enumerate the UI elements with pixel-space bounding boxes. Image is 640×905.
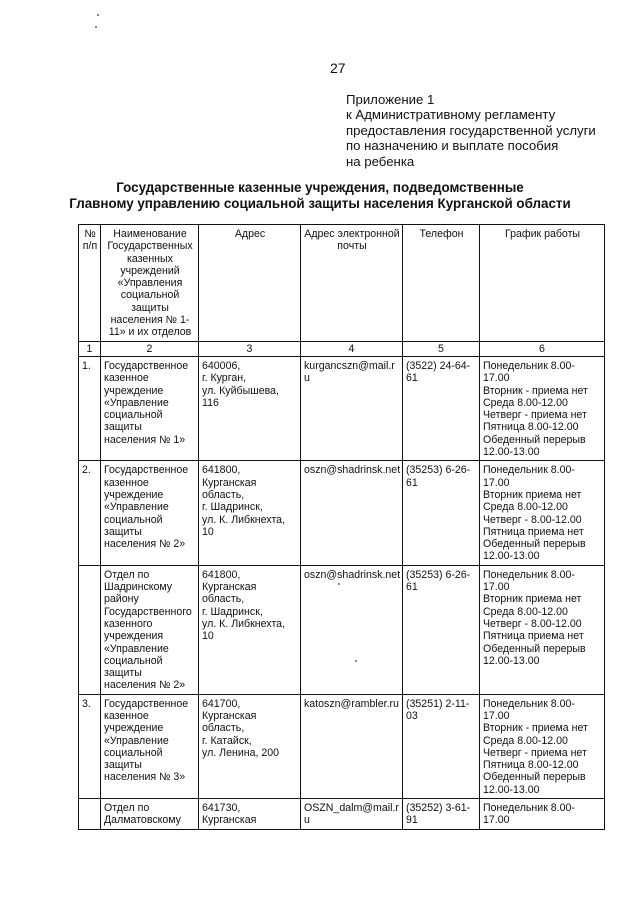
header-line: Адрес электронной <box>304 228 400 240</box>
cell-phone <box>403 356 480 460</box>
appendix-line: к Административному регламенту <box>346 107 556 123</box>
cell-address <box>199 694 301 798</box>
cell-line: 17.00 <box>483 581 510 594</box>
column-number: 3 <box>199 341 301 356</box>
cell-line: Четверг - приема нет <box>483 746 587 759</box>
cell-line: область, <box>202 593 245 606</box>
appendix-note <box>346 92 596 169</box>
cell-line: 12.00-13.00 <box>483 446 540 459</box>
cell-line: г. Катайск, <box>202 734 252 747</box>
cell-line: г. Курган, <box>202 372 247 385</box>
header-line: Телефон <box>419 228 464 240</box>
cell-line: 61 <box>406 476 418 489</box>
cell-address <box>199 461 301 565</box>
cell-line: 641800, <box>202 568 241 581</box>
cell-line: учреждения <box>104 630 164 643</box>
page-number: 27 <box>330 60 346 76</box>
cell-line: населения № 2» <box>104 538 186 551</box>
cell-line: казенное <box>104 476 149 489</box>
cell-line: Вторник приема нет <box>483 488 582 501</box>
cell-line: Курганская <box>202 476 257 489</box>
cell-line: району <box>104 593 139 606</box>
cell-line: г. Шадринск, <box>202 501 263 514</box>
cell-email <box>301 356 403 460</box>
cell-schedule <box>480 565 605 694</box>
table-row <box>79 356 605 460</box>
cell-number: 1. <box>79 356 101 460</box>
cell-phone <box>403 799 480 830</box>
cell-line: 640006, <box>202 359 241 372</box>
cell-line: 12.00-13.00 <box>483 654 540 667</box>
cell-line: учреждение <box>104 722 164 735</box>
column-number-row <box>79 341 605 356</box>
header-line: Государственных <box>107 240 193 253</box>
cell-line: Среда 8.00-12.00 <box>483 501 568 514</box>
cell-line: населения № 1» <box>104 433 186 446</box>
cell-address <box>199 799 301 830</box>
cell-line: «Управление <box>104 396 169 409</box>
cell-line: г. Шадринск, <box>202 605 263 618</box>
cell-line: ул. Куйбышева, <box>202 384 279 397</box>
cell-schedule <box>480 461 605 565</box>
cell-line: Пятница 8.00-12.00 <box>483 759 579 772</box>
cell-line: учреждение <box>104 384 164 397</box>
cell-line: ул. Ленина, 200 <box>202 746 280 759</box>
header-number <box>79 225 101 342</box>
cell-line: (35253) 6-26- <box>406 464 471 477</box>
cell-email <box>301 461 403 565</box>
cell-line: (35252) 3-61- <box>406 802 471 815</box>
cell-line: Курганская <box>202 709 257 722</box>
title-line: Государственные казенные учреждения, подведомственные <box>116 180 524 195</box>
header-email <box>301 225 403 342</box>
cell-phone <box>403 694 480 798</box>
cell-line: 17.00 <box>483 814 510 827</box>
cell-line: населения № 2» <box>104 679 186 692</box>
cell-email <box>301 799 403 830</box>
header-address <box>199 225 301 342</box>
cell-line: Понедельник 8.00- <box>483 359 575 372</box>
cell-line: Пятница 8.00-12.00 <box>483 421 579 434</box>
table-header-row <box>79 225 605 342</box>
header-line: защиты <box>131 301 169 314</box>
cell-line: Четверг - приема нет <box>483 409 587 422</box>
cell-line: казенное <box>104 372 149 385</box>
header-line: учреждений <box>120 264 180 277</box>
cell-line: Отдел по <box>104 802 150 815</box>
cell-line: Вторник приема нет <box>483 593 582 606</box>
cell-line: 10 <box>202 525 214 538</box>
cell-email <box>301 694 403 798</box>
cell-line: 12.00-13.00 <box>483 783 540 796</box>
cell-address <box>199 356 301 460</box>
appendix-line: на ребенка <box>346 153 415 169</box>
cell-line: «Управление <box>104 501 169 514</box>
cell-line: Вторник - приема нет <box>483 384 588 397</box>
cell-line: социальной <box>104 746 163 759</box>
cell-email <box>301 565 403 694</box>
table-row <box>79 799 605 830</box>
cell-line: казенного <box>104 617 153 630</box>
scan-speck <box>97 14 99 16</box>
cell-line: 641800, <box>202 464 241 477</box>
cell-line: oszn@shadrinsk.net <box>304 568 401 581</box>
cell-line: 61 <box>406 581 418 594</box>
cell-line: учреждение <box>104 488 164 501</box>
header-phone <box>403 225 480 342</box>
table-row <box>79 565 605 694</box>
cell-line: (35253) 6-26- <box>406 568 471 581</box>
cell-schedule <box>480 799 605 830</box>
cell-line: Среда 8.00-12.00 <box>483 734 568 747</box>
header-line: п/п <box>82 240 98 253</box>
cell-line: Понедельник 8.00- <box>483 464 575 477</box>
cell-line: 10 <box>202 630 214 643</box>
cell-line: Пятница приема нет <box>483 630 584 643</box>
cell-line: 12.00-13.00 <box>483 550 540 563</box>
cell-line: katoszn@rambler.ru <box>304 697 399 710</box>
cell-line: населения № 3» <box>104 771 186 784</box>
cell-line: Государственного <box>104 605 192 618</box>
cell-line: 17.00 <box>483 476 510 489</box>
column-number: 6 <box>480 341 605 356</box>
cell-line: Понедельник 8.00- <box>483 697 575 710</box>
cell-schedule <box>480 356 605 460</box>
header-line: График работы <box>504 228 581 240</box>
cell-number: 2. <box>79 461 101 565</box>
cell-line: Среда 8.00-12.00 <box>483 605 568 618</box>
header-schedule <box>480 225 605 342</box>
cell-line: Обеденный перерыв <box>483 538 586 551</box>
cell-line: u <box>304 372 310 385</box>
cell-line: 17.00 <box>483 372 510 385</box>
column-number: 1 <box>79 341 101 356</box>
cell-institution-name <box>101 461 199 565</box>
cell-line: (3522) 24-64- <box>406 359 471 372</box>
cell-line: «Управление <box>104 734 169 747</box>
cell-address <box>199 565 301 694</box>
cell-line: 641730, <box>202 802 241 815</box>
cell-phone <box>403 565 480 694</box>
cell-line: социальной <box>104 654 163 667</box>
cell-schedule <box>480 694 605 798</box>
header-name <box>101 225 199 342</box>
column-number: 4 <box>301 341 403 356</box>
header-line: социальной <box>120 289 180 302</box>
cell-number <box>79 565 101 694</box>
column-number: 2 <box>101 341 199 356</box>
cell-phone <box>403 461 480 565</box>
cell-line: область, <box>202 488 245 501</box>
cell-line: 03 <box>406 709 418 722</box>
cell-line: 116 <box>202 396 219 409</box>
appendix-line: Приложение 1 <box>346 92 435 107</box>
appendix-line: по назначению и выплате пособия <box>346 138 559 154</box>
cell-line: Понедельник 8.00- <box>483 568 575 581</box>
cell-line: Далматовскому <box>104 814 181 827</box>
cell-line: Шадринскому <box>104 581 173 594</box>
cell-line: «Управление <box>104 642 169 655</box>
cell-line: защиты <box>104 759 142 772</box>
cell-line: Обеденный перерыв <box>483 642 586 655</box>
header-line: Наименование <box>113 228 187 240</box>
cell-line: 641700, <box>202 697 241 710</box>
cell-line: социальной <box>104 409 163 422</box>
cell-line: Государственное <box>104 464 189 477</box>
header-line: № <box>84 228 96 240</box>
cell-institution-name <box>101 799 199 830</box>
cell-line: (35251) 2-11- <box>406 697 470 710</box>
cell-line: Понедельник 8.00- <box>483 802 575 815</box>
scan-speck <box>355 660 357 662</box>
cell-line: казенное <box>104 709 149 722</box>
cell-institution-name <box>101 356 199 460</box>
table-row <box>79 694 605 798</box>
table-row <box>79 461 605 565</box>
header-line: «Управления <box>117 277 183 290</box>
cell-line: Обеденный перерыв <box>483 771 586 784</box>
cell-line: защиты <box>104 421 142 434</box>
cell-line: OSZN_dalm@mail.r <box>304 802 399 815</box>
institutions-table <box>78 224 605 830</box>
cell-line: 91 <box>406 814 418 827</box>
cell-institution-name <box>101 565 199 694</box>
cell-line: ул. К. Либкнехта, <box>202 617 286 630</box>
cell-line: Пятница приема нет <box>483 525 584 538</box>
cell-line: защиты <box>104 667 142 680</box>
column-number: 5 <box>403 341 480 356</box>
title-line: Главному управлению социальной защиты населения Курганской области <box>69 196 571 211</box>
cell-line: Отдел по <box>104 568 150 581</box>
cell-line: kurgancszn@mail.r <box>304 359 395 372</box>
cell-line: Курганская <box>202 581 257 594</box>
header-line: почты <box>337 240 367 253</box>
cell-line: Курганская <box>202 814 257 827</box>
cell-line: область, <box>202 722 245 735</box>
cell-line: oszn@shadrinsk.net <box>304 464 401 477</box>
document-title <box>0 180 640 212</box>
cell-line: Государственное <box>104 697 189 710</box>
appendix-line: предоставления государственной услуги <box>346 122 596 138</box>
cell-number: 3. <box>79 694 101 798</box>
cell-line: Государственное <box>104 359 189 372</box>
cell-number <box>79 799 101 830</box>
cell-line: Вторник - приема нет <box>483 722 588 735</box>
header-line: казенных <box>127 252 173 265</box>
cell-line: социальной <box>104 513 163 526</box>
scan-speck <box>95 26 97 28</box>
cell-line: 17.00 <box>483 709 510 722</box>
cell-institution-name <box>101 694 199 798</box>
cell-line: защиты <box>104 525 142 538</box>
cell-line: Четверг - 8.00-12.00 <box>483 513 582 526</box>
header-line: населения № 1- <box>110 314 190 327</box>
cell-line: Обеденный перерыв <box>483 433 586 446</box>
header-line: 11» и их отделов <box>108 326 192 339</box>
scan-speck <box>338 583 340 585</box>
cell-line: Среда 8.00-12.00 <box>483 396 568 409</box>
cell-line: 61 <box>406 372 418 385</box>
cell-line: ул. К. Либкнехта, <box>202 513 286 526</box>
header-line: Адрес <box>234 228 266 240</box>
cell-line: Четверг - 8.00-12.00 <box>483 617 582 630</box>
cell-line: u <box>304 814 310 827</box>
